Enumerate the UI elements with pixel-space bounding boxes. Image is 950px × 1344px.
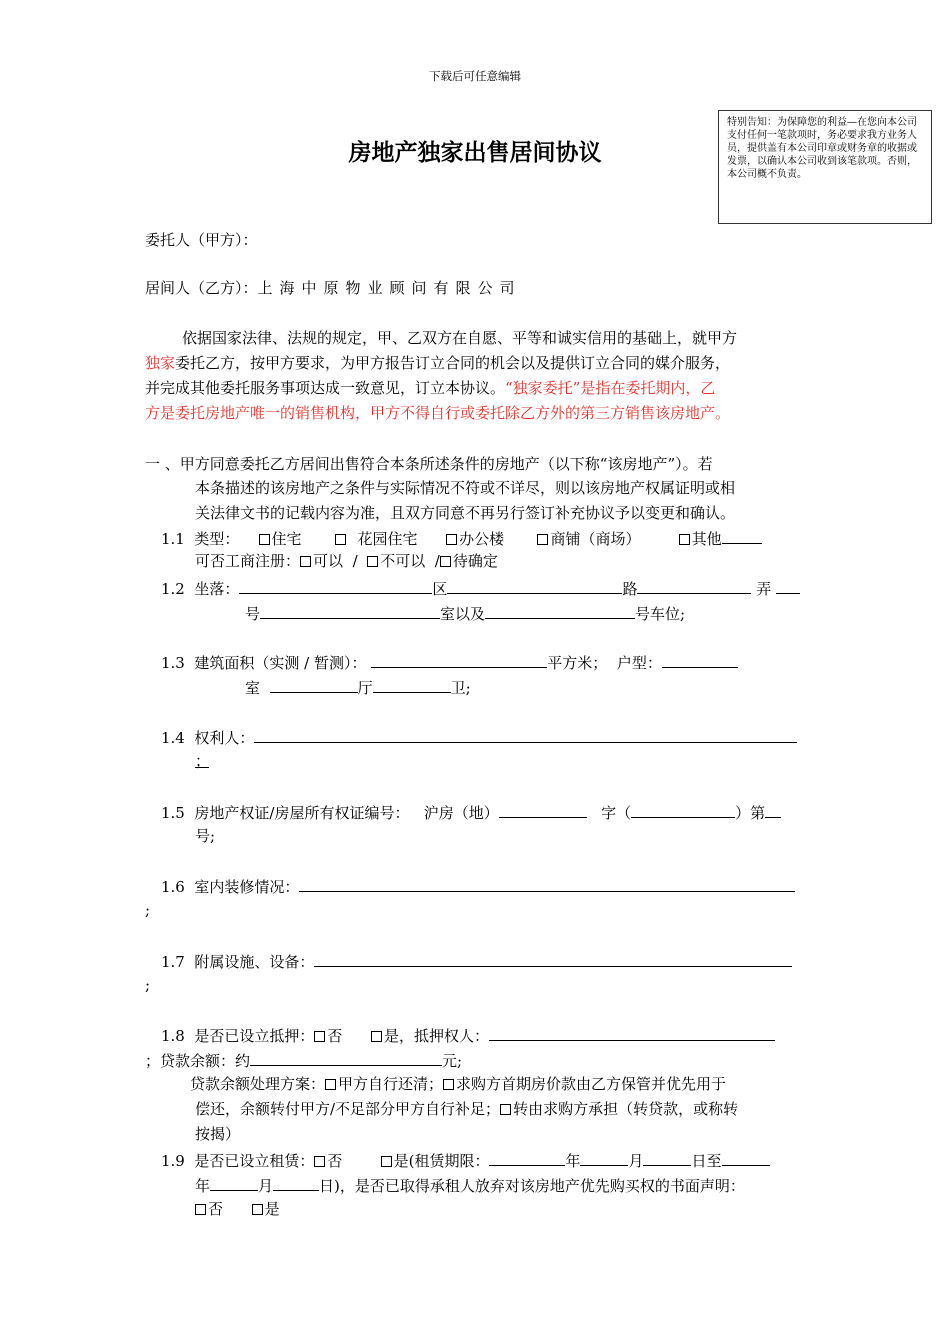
owner-blank[interactable]: [254, 724, 797, 743]
checkbox-reg-yes[interactable]: [300, 556, 311, 567]
clause-1-4-owner: 1.4 权利人：: [161, 724, 797, 750]
loan-balance-blank[interactable]: [250, 1047, 442, 1066]
lease-start-year-blank[interactable]: [489, 1147, 565, 1166]
party-a-line: 委托人（甲方）：: [145, 231, 258, 249]
clause-1-8-plan-1: 贷款余额处理方案： 甲方自行还清； 求购方首期房价款由乙方保管并优先用于: [190, 1075, 727, 1093]
clause-1-4-end: ；: [195, 749, 209, 773]
intro-line-4: 方是委托房地产唯一的销售机构，甲方不得自行或委托除乙方外的第三方销售该房地产。: [145, 404, 731, 422]
checkbox-lease-no[interactable]: [314, 1156, 325, 1167]
room-blank[interactable]: [260, 600, 440, 619]
lease-end-day-blank[interactable]: [273, 1172, 319, 1191]
party-b-line: 居间人（乙方）：上海中原物业顾问有限公司: [145, 279, 522, 297]
clause-1-7-facilities: 1.7 附属设施、设备：: [161, 948, 792, 974]
document-title: 房地产独家出售居间协议: [348, 140, 602, 166]
section-1-line-1: 一 、甲方同意委托乙方居间出售符合本条所述条件的房地产（以下称“该房地产”）。若: [145, 455, 713, 473]
clause-1-5-certificate: 1.5 房地产权证/房屋所有权证编号： 沪房（地） 字（ ）第: [161, 799, 781, 825]
intro-line-2: 独家委托乙方，按甲方要求，为甲方报告订立合同的机会以及提供订立合同的媒介服务，: [145, 354, 731, 372]
lease-end-month-blank[interactable]: [210, 1172, 258, 1191]
checkbox-mortgage-yes[interactable]: [371, 1031, 382, 1042]
clause-1-1-type: 1.1 类型： 住宅 花园住宅 办公楼 商铺（商场） 其他: [161, 525, 762, 551]
mortgagee-blank[interactable]: [489, 1022, 775, 1041]
checkbox-waiver-yes[interactable]: [252, 1204, 263, 1215]
checkbox-other[interactable]: [679, 534, 690, 545]
checkbox-residence[interactable]: [259, 534, 270, 545]
section-1-line-3: 关法律文书的记载内容为准，且双方同意不再另行签订补充协议予以变更和确认。: [195, 504, 736, 522]
clause-1-5-end: 号;: [195, 827, 216, 845]
lease-end-year-blank[interactable]: [722, 1147, 770, 1166]
layout-blank[interactable]: [662, 649, 738, 668]
clause-1-2-location-2: 号 室以及 号车位;: [245, 600, 685, 626]
checkbox-office[interactable]: [446, 534, 457, 545]
decoration-blank[interactable]: [299, 873, 795, 892]
checkbox-mortgage-no[interactable]: [314, 1031, 325, 1042]
parking-blank[interactable]: [485, 600, 635, 619]
clause-1-8-plan-3: 按揭）: [195, 1125, 241, 1143]
special-notice-box: 特别告知：为保障您的利益—在您向本公司支付任何一笔款项时，务必要求我方业务人员，提供盖有本公司印章或财务章的收据或发票，以确认本公司收到该笔款项。否则，本公司概不负责。: [718, 110, 932, 224]
district-blank[interactable]: [239, 575, 432, 594]
cert-number-blank[interactable]: [765, 799, 781, 818]
clause-1-9-lease-2: 年 月 日)，是否已取得承租人放弃对该房地产优先购买权的书面声明：: [195, 1172, 745, 1198]
road-blank[interactable]: [447, 575, 622, 594]
clause-1-9-lease: 1.9 是否已设立租赁： 否 是(租赁期限： 年 月 日至: [161, 1147, 770, 1173]
clause-1-8-plan-2: 偿还，余额转付甲方/不足部分甲方自行补足； 转由求购方承担（转贷款，或称转: [195, 1100, 739, 1118]
intro-line-3: 并完成其他委托服务事项达成一致意见，订立本协议。“独家委托”是指在委托期内，乙: [145, 379, 716, 397]
number-blank[interactable]: [776, 575, 800, 594]
checkbox-garden-house[interactable]: [335, 534, 346, 545]
rooms-blank[interactable]: [270, 674, 358, 693]
lane-blank[interactable]: [637, 575, 751, 594]
checkbox-plan-transfer[interactable]: [500, 1104, 511, 1115]
halls-blank[interactable]: [373, 674, 451, 693]
clause-1-6-end: ;: [145, 901, 151, 919]
clause-1-6-decoration: 1.6 室内装修情况：: [161, 873, 795, 899]
area-blank[interactable]: [371, 649, 547, 668]
clause-1-8-loan: ；贷款余额：约 元;: [145, 1047, 462, 1073]
header-note: 下载后可任意编辑: [429, 69, 521, 83]
checkbox-shop[interactable]: [537, 534, 548, 545]
clause-1-3-layout: 室 厅 卫;: [245, 674, 471, 700]
other-type-blank[interactable]: [722, 525, 762, 544]
clause-1-3-area: 1.3 建筑面积（实测 / 暂测）： 平方米； 户型：: [161, 649, 738, 675]
clause-1-7-end: ;: [145, 976, 151, 994]
checkbox-plan-escrow[interactable]: [443, 1079, 454, 1090]
clause-1-2-location: 1.2 坐落： 区 路 弄: [161, 575, 800, 601]
facilities-blank[interactable]: [314, 948, 792, 967]
cert-district-blank[interactable]: [499, 799, 587, 818]
checkbox-lease-yes[interactable]: [381, 1156, 392, 1167]
clause-1-8-mortgage: 1.8 是否已设立抵押： 否 是，抵押权人：: [161, 1022, 775, 1048]
lease-start-month-blank[interactable]: [580, 1147, 628, 1166]
checkbox-reg-no[interactable]: [367, 556, 378, 567]
cert-char-blank[interactable]: [631, 799, 735, 818]
checkbox-waiver-no[interactable]: [195, 1204, 206, 1215]
lease-start-day-blank[interactable]: [643, 1147, 691, 1166]
checkbox-reg-tbd[interactable]: [440, 556, 451, 567]
clause-1-9-waiver: 否 是: [195, 1197, 280, 1221]
intro-line-1: 依据国家法律、法规的规定，甲、乙双方在自愿、平等和诚实信用的基础上，就甲方: [182, 329, 738, 347]
clause-1-1-registration: 可否工商注册： 可以 / 不可以 / 待确定: [195, 552, 498, 570]
checkbox-plan-self[interactable]: [325, 1079, 336, 1090]
section-1-line-2: 本条描述的该房地产之条件与实际情况不符或不详尽，则以该房地产权属证明或相: [195, 479, 736, 497]
